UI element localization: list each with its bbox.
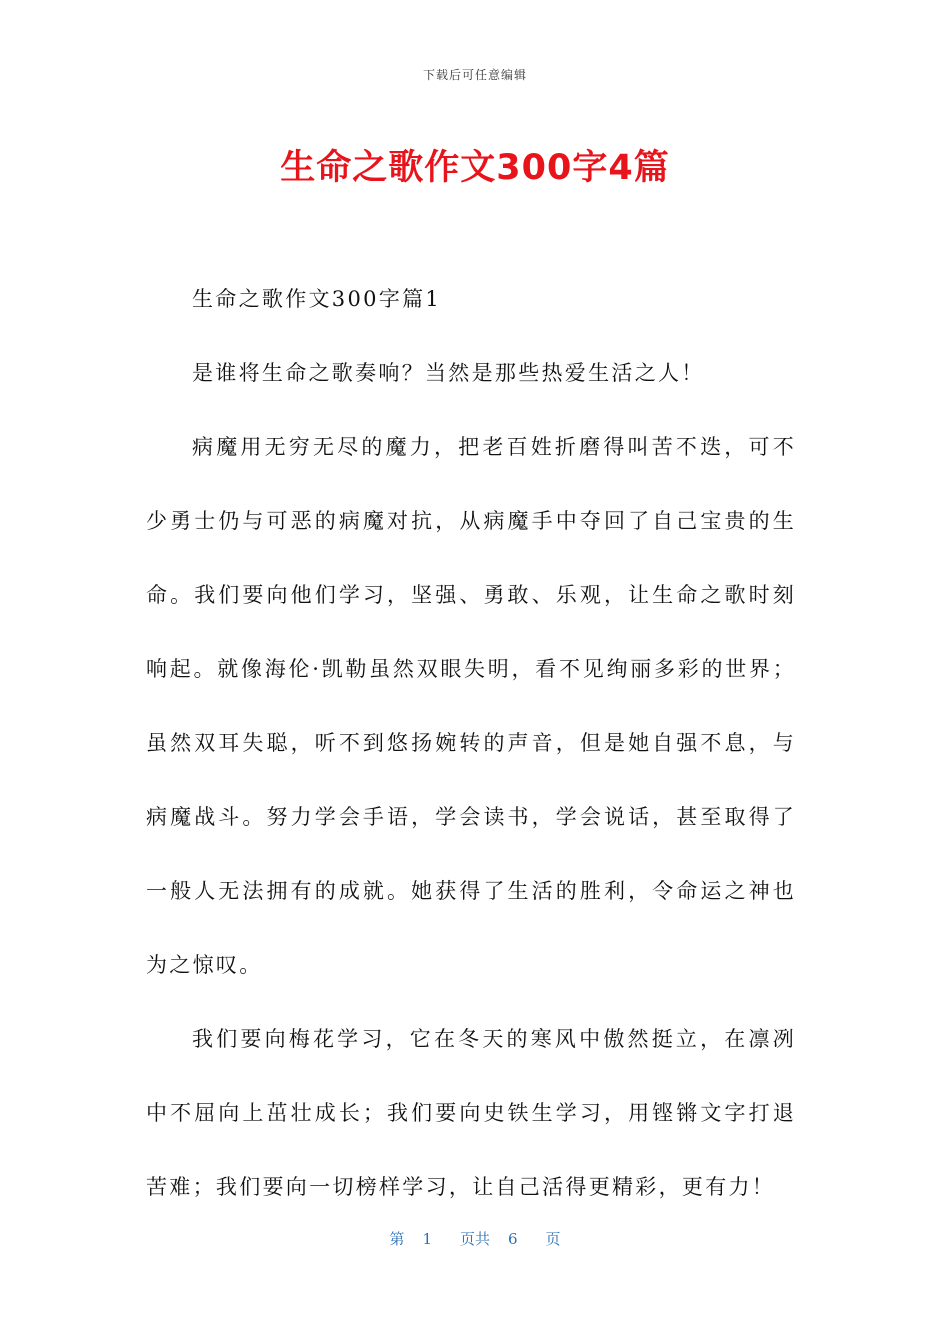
page-footer [0,1228,950,1249]
footer-page-mid: 页共 [459,1230,490,1248]
document-title: 生命之歌作文300字4篇 [280,148,670,188]
footer-page-total: 6 [508,1230,518,1248]
paragraph: 我们要向梅花学习，它在冬天的寒风中傲然挺立，在凛冽中不屈向上茁壮成长；我们要向史铁生学习，用铿锵文字打退苦难；我们要向一切榜样学习，让自己活得更精彩，更有力！ [146,1027,796,1199]
document-body [146,262,796,1224]
paragraph: 病魔用无穷无尽的魔力，把老百姓折磨得叫苦不迭，可不少勇士仍与可恶的病魔对抗，从病魔手中夺回了自己宝贵的生命。我们要向他们学习，坚强、勇敢、乐观，让生命之歌时刻响起。就像海伦·凯勒虽然双眼失明，看不见绚丽多彩的世界；虽然双耳失聪，听不到悠扬婉转的声音，但是她自强不息，与病魔战斗。努力学会手语，学会读书，学会说话，甚至取得了一般人无法拥有的成就。她获得了生活的胜利，令命运之神也为之惊叹。 [146,435,796,977]
footer-page-prefix: 第 [389,1230,405,1248]
header-note: 下载后可任意编辑 [422,68,527,82]
footer-page-suffix: 页 [545,1230,561,1248]
paragraph: 是谁将生命之歌奏响？当然是那些热爱生活之人！ [192,361,705,385]
section-heading: 生命之歌作文300字篇1 [192,287,442,311]
footer-page-number: 1 [422,1230,432,1248]
